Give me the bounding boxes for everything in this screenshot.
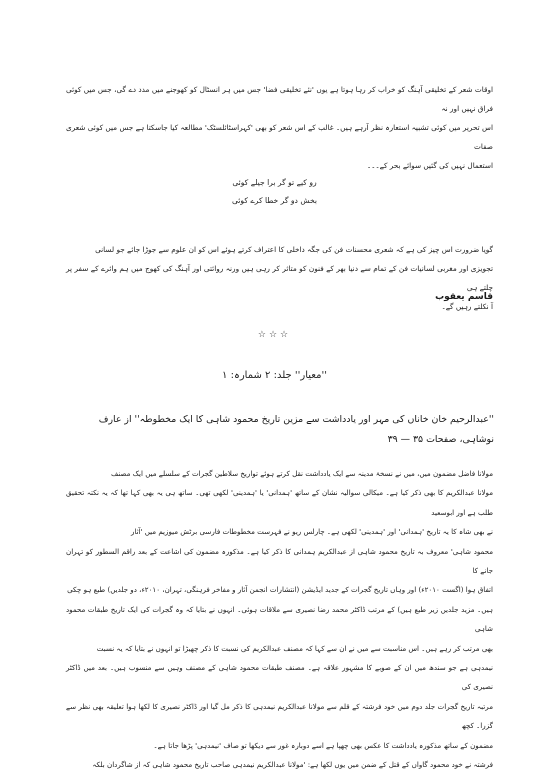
paragraph-3-line: بھی مرتب کر رہے ہیں۔ اس مناسبت سے میں نے ان سے کہا کہ مصنف عبدالکریم کی نسبت کا ذکر چھیڑا تو انہوں نے بتایا کہ یہ نسبت [96,643,493,653]
paragraph-2 [66,240,493,316]
paragraph-3 [66,464,493,775]
paragraph-3-line: ہیں۔ مزید جلدیں زیر طبع ہیں) کے مرتب ڈاکٹر محمد رضا نصیری سے ملاقات ہوئی۔ انہوں نے بتایا کہ وہ گجرات کی ایک تاریخ طبقات محمود شاہی [66,604,493,634]
journal-issue-heading: ''معیار'' جلد: ۲ شمارہ: ۱ [222,370,327,381]
paragraph-3-line: نیمدہی ہے جو سندھ میں ان کے صوبے کا مشہور علاقہ ہے۔ مصنف طبقات محمود شاہی کے مصنف وہیں سے منسوب ہیں۔ بعد میں ڈاکٹر نصیری کی [66,663,493,692]
paragraph-3-line: فرشتہ نے خود محمود گاواں کے قتل کے ضمن میں یوں لکھا ہے: 'مولانا عبدالکریم نیمدہی صاحب تاریخ محمود شاہی کہ از شاگردان بلکہ [92,760,493,770]
verse-line-2: بخش دو گر خطا کرے کوئی [231,196,318,205]
author-signature: قاسم یعقوب [435,292,493,302]
paragraph-3-line: اتفاق ہوا (اگست ۲۰۱۰ء) اور وہاں تاریخ گجرات کے جدید ایڈیشن (انتشارات انجمن آثار و مفاخر فرہنگی، تہران، ۲۰۱۰ء، دو جلدیں) طبع ہو چکی [67,585,493,595]
paragraph-1-line: اوقات شعر کے تخلیقی آہنگ کو خراب کر رہا ہوتا ہے یوں 'نئے تخلیقی فضا' جس میں ہر انسٹال کو کھوجنے میں مدد دے گی، جس میں کوئی فراق نہیں اور نہ [66,85,493,113]
paragraph-1 [66,80,493,175]
paragraph-3-line: مضمون کے ساتھ مذکورہ یادداشت کا عکس بھی چھپا ہے اسے دوبارہ غور سے دیکھا تو صاف 'نیمدہی' پڑھا جاتا ہے۔ [153,740,493,750]
paragraph-3-line: مولانا فاضل مضمون میں، میں نے نسخۂ مدینہ سے ایک یادداشت نقل کرتے ہوئے تواریخ سلاطین گجرات کے سلسلے میں ایک مصنف [110,469,493,478]
paragraph-3-line: نے بھی شاہ کا یہ تاریخ 'ہمدانی' اور 'ہمدینی' لکھی ہے۔ چارلس ریو نے فہرست مخطوطات فارسی برٹش میوزیم میں 'آثار [130,527,493,537]
paragraph-1-line: اس تحریر میں کوئی تشبیہ استعارہ نظر آرہے ہیں۔ غالب کے اس شعر کو بھی 'کہراسٹائلسٹک' مطالعہ کیا جاسکتا ہے جس میں کوئی شعری صفات [66,123,493,151]
paragraph-2-line: تجویزی اور مغربی لسانیات فن کے تمام سے دنیا بھر کے فنون کو متاثر کر رہی ہیں ورنہ روائتی اور آہنگ کی کھوج میں ہم وائرے کے سفر پر چلتے ہی [66,264,493,292]
paragraph-3-line: مولانا عبدالکریم کا بھی ذکر کیا ہے۔ میکالی سوالیہ نشان کے ساتھ 'ہمدانی' یا 'ہمدینی' لکھی تھی۔ ساتھ ہی یہ بھی کہا تھا کہ یہ نکتہ تحقیق طلب ہے اور ابوسعید [66,488,493,517]
paragraph-1-line: استعمال نہیں کی گئیں سوائے بحر کے۔۔۔ [366,161,493,170]
paragraph-2-line: گویا ضرورت اس چیز کی ہے کہ شعری محسنات فن کی جگہ داخلی کا اعتراف کرتے ہوئے اس کو ان علوم سے جوڑا جائے جو لسانی [95,245,493,254]
paragraph-3-line: مرتبہ تاریخ گجرات جلد دوم میں خود فرشتہ کے قلم سے مولانا عبدالکریم نیمدہی کا ذکر مل گیا اور ڈاکٹر نصیری کا لکھا ہوا تعلیقہ بھی نظر سے گزرا۔ کچھ [66,701,493,731]
verse-line-1: رو کیے تو گر برا جیلے کوئی [232,178,317,187]
section-divider-stars: ☆☆☆ [257,330,292,340]
paragraph-3-line: محمود شاہی' معروف بہ تاریخ محمود شاہی از عبدالکریم ہمدانی کا ذکر کیا ہے۔ مذکورہ مضمون کی اشاعت کے بعد راقم السطور کو تہران جانے کا [66,546,493,576]
paragraph-2-line: آ نکلتے رہیں گے۔ [441,302,493,311]
article-title: ''عبدالرحیم خان خاناں کی مہر اور یادداشت سے مزین تاریخ محمود شاہی کا ایک مخطوطہ'' از عارف نوشاہی، صفحات ۳۵ — ۳۹ [98,414,494,445]
